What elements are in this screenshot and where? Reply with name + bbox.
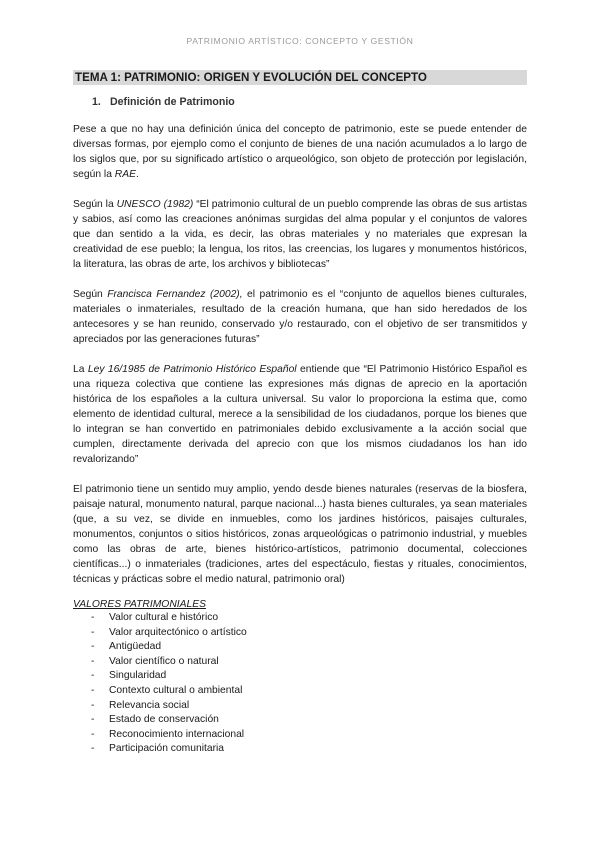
section-title: Definición de Patrimonio [110, 96, 235, 108]
paragraph-rae [73, 122, 527, 182]
list-item-text: Estado de conservación [109, 714, 219, 726]
list-dash: - [91, 743, 95, 755]
list-item [73, 611, 527, 626]
list-item [73, 655, 527, 670]
list-dash: - [91, 626, 95, 638]
list-item-text: Contexto cultural o ambiental [109, 684, 243, 696]
paragraph-lead: Según [73, 289, 108, 300]
source-ley: Ley 16/1985 de Patrimonio Histórico Español [87, 364, 297, 375]
paragraph-text: entiende que “El Patrimonio Histórico Español es una riqueza colectiva que contiene las expresiones más dignas de aprecio en la aportación histórica de los españoles a la cultura universal. Su valor lo proporciona la estima que, como elemento de identidad cultural, merece a la sensibilidad de los ciudadanos, porque los bienes que lo integran se han convertido en patrimoniales debido exclusivamente a la acción social que cumplen, directamente derivada del aprecio con que los mismos ciudadanos los han ido revalorizando” [73, 364, 527, 465]
values-list [73, 611, 527, 757]
source-unesco: UNESCO (1982) [116, 199, 194, 210]
list-dash: - [91, 699, 95, 711]
list-item-text: Valor arquitectónico o artístico [109, 626, 247, 638]
paragraph-text: “El patrimonio cultural de un pueblo comprende las obras de sus artistas y sabios, así como las creaciones anónimas surgidas del alma popular y el conjuntos de valores que dan sentido a la vida, es decir, las obras materiales y no materiales que expresan la creatividad de ese pueblo; la lengua, los ritos, las creencias, los lugares y monumentos históricos, la literatura, las obras de arte, los archivos y bibliotecas” [73, 199, 527, 270]
list-item-text: Antigüedad [109, 641, 162, 653]
running-header: PATRIMONIO ARTÍSTICO: CONCEPTO Y GESTIÓN [186, 36, 414, 46]
list-item-text: Singularidad [109, 670, 167, 682]
paragraph-text: Pese a que no hay una definición única del concepto de patrimonio, este se puede entender de diversas formas, por ejemplo como el conjunto de bienes de una nación acumulados a lo largo de los siglos que, por su significado artístico o arqueológico, son objeto de protección por legislación, según la [73, 124, 527, 180]
chapter-title: TEMA 1: PATRIMONIO: ORIGEN Y EVOLUCIÓN DEL CONCEPTO [73, 70, 527, 85]
values-title: VALORES PATRIMONIALES [73, 599, 206, 610]
paragraph-lead: Según la [73, 199, 117, 210]
list-item [73, 699, 527, 714]
list-dash: - [91, 670, 95, 682]
list-item [73, 640, 527, 655]
list-dash: - [91, 612, 95, 623]
list-item-text: Valor científico o natural [109, 655, 219, 667]
list-dash: - [91, 728, 95, 740]
list-item-text: Reconocimiento internacional [109, 728, 245, 740]
list-item-text: Relevancia social [109, 699, 190, 711]
paragraph-unesco [73, 197, 527, 272]
list-dash: - [91, 655, 95, 667]
list-item [73, 713, 527, 728]
list-item [73, 669, 527, 684]
page-content [73, 70, 527, 757]
list-dash: - [91, 684, 95, 696]
paragraph-lead: La [73, 364, 88, 375]
paragraph-ley [73, 362, 527, 467]
list-item [73, 684, 527, 699]
list-item-text: Participación comunitaria [109, 743, 225, 755]
list-item [73, 626, 527, 641]
list-item [73, 742, 527, 757]
paragraph-scope: El patrimonio tiene un sentido muy amplio, yendo desde bienes naturales (reservas de la biosfera, paisaje natural, monumento natural, parque nacional...) hasta bienes culturales, ya sean materiales (que, a su vez, se divide en inmuebles, como los jardines históricos, paisajes culturales, monumentos, conjuntos o sitios históricos, zonas arqueológicas o patrimonio industrial, y muebles como las obras de arte, bienes histórico-artísticos, patrimonio documental, colecciones científicas...) o inmateriales (tradiciones, artes del espectáculo, fiestas y rituales, conocimientos, técnicas y prácticas sobre el medio natural, patrimonio oral) [73, 484, 527, 585]
section-number: 1. [92, 96, 101, 108]
paragraph-text: el patrimonio es el “conjunto de aquellos bienes culturales, materiales o inmateriales, resultado de la creación humana, que han sido heredados de los antecesores y se han reunido, conservado y/o restaurado, con el objetivo de ser transmitidos y apreciados por las generaciones futuras” [73, 289, 527, 345]
list-dash: - [91, 714, 95, 726]
list-item [73, 728, 527, 743]
list-dash: - [91, 641, 95, 653]
source-fernandez: Francisca Fernandez (2002), [107, 289, 243, 300]
list-item-text: Valor cultural e histórico [109, 612, 219, 623]
paragraph-end: . [135, 169, 139, 180]
section-heading [92, 96, 527, 108]
source-rae: RAE [114, 169, 136, 180]
paragraph-fernandez [73, 287, 527, 347]
